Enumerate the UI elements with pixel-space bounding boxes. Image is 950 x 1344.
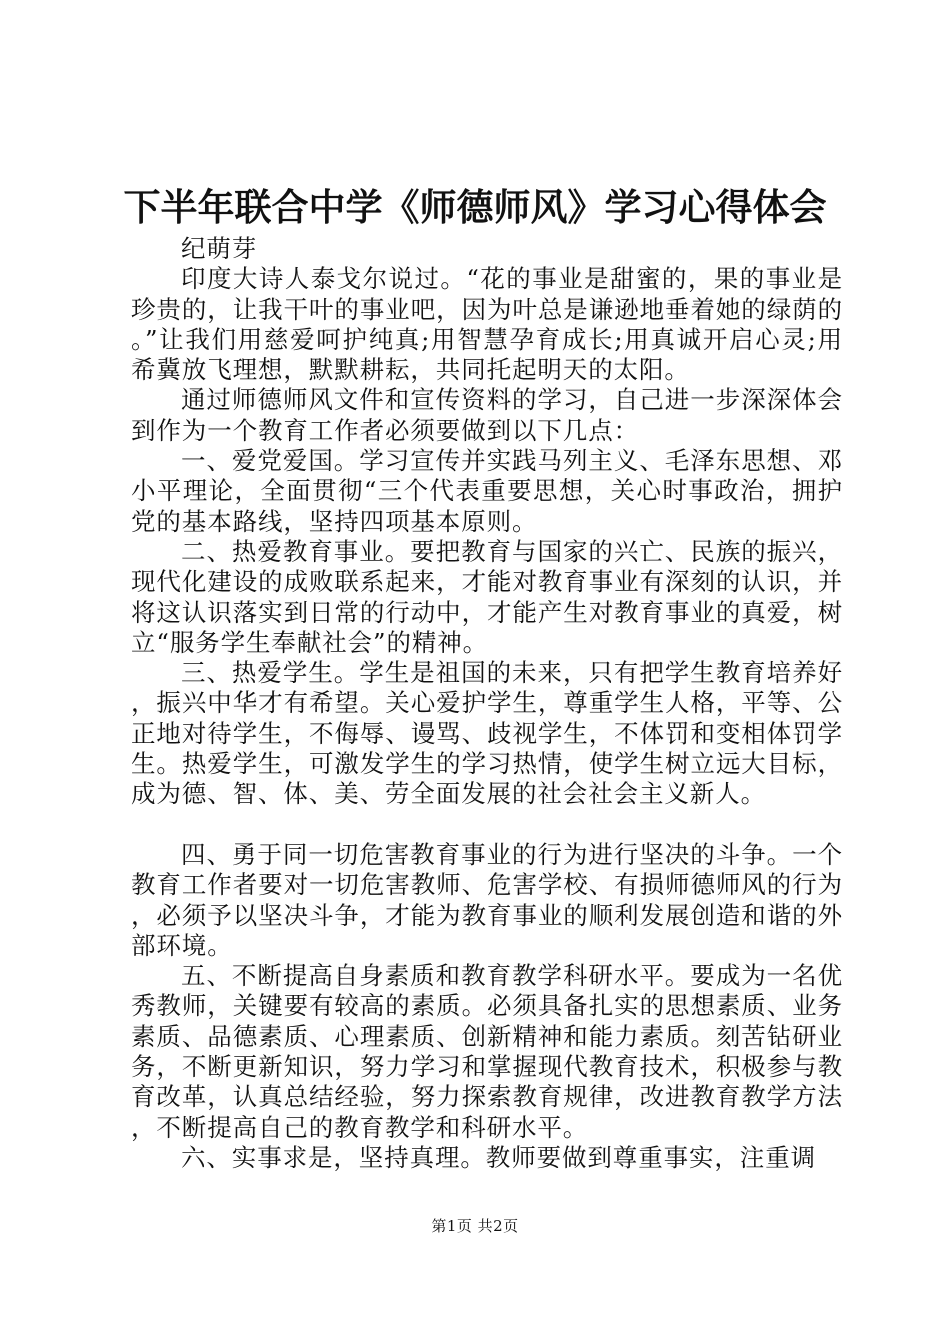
paragraph-study-summary: 通过师德师风文件和宣传资料的学习，自己进一步深深体会到作为一个教育工作者必须要做到以下几点： (131, 385, 843, 445)
author-name: 纪萌芽 (181, 234, 258, 263)
paragraph-point-3: 三、热爱学生。学生是祖国的未来，只有把学生教育培养好，振兴中华才有希望。关心爱护学生，尊重学生人格，平等、公正地对待学生，不侮辱、谩骂、歧视学生，不体罚和变相体罚学生。热爱学生，可激发学生的学习热情，使学生树立远大目标，成为德、智、体、美、劳全面发展的社会社会主义新人。 (131, 658, 843, 809)
paragraph-spacer (131, 810, 843, 840)
paragraph-point-5: 五、不断提高自身素质和教育教学科研水平。要成为一名优秀教师，关键要有较高的素质。必须具备扎实的思想素质、业务素质、品德素质、心理素质、创新精神和能力素质。刻苦钻研业务，不断更新知识，努力学习和掌握现代教育技术，积极参与教育改革，认真总结经验，努力探索教育规律，改进教育教学方法，不断提高自己的教育教学和科研水平。 (131, 961, 843, 1142)
paragraph-point-1: 一、爱党爱国。学习宣传并实践马列主义、毛泽东思想、邓小平理论，全面贯彻“三个代表重要思想，关心时事政治，拥护党的基本路线，坚持四项基本原则。 (131, 446, 843, 536)
paragraph-point-4: 四、勇于同一切危害教育事业的行为进行坚决的斗争。一个教育工作者要对一切危害教师、危害学校、有损师德师风的行为，必须予以坚决斗争，才能为教育事业的顺利发展创造和谐的外部环境。 (131, 839, 843, 960)
page-footer: 第1页 共2页 (431, 1217, 519, 1235)
document-body (131, 234, 843, 1173)
paragraph-point-2: 二、热爱教育事业。要把教育与国家的兴亡、民族的振兴，现代化建设的成败联系起来，才能对教育事业有深刻的认识，并将这认识落实到日常的行动中，才能产生对教育事业的真爱，树立“服务学生奉献社会”的精神。 (131, 536, 843, 657)
paragraph-point-6: 六、实事求是，坚持真理。教师要做到尊重事实，注重调 (181, 1142, 816, 1172)
document-title: 下半年联合中学《师德师风》学习心得体会 (123, 185, 827, 229)
paragraph-intro-quote: 印度大诗人泰戈尔说过。“花的事业是甜蜜的，果的事业是珍贵的，让我干叶的事业吧，因为叶总是谦逊地垂着她的绿荫的。”让我们用慈爱呵护纯真;用智慧孕育成长;用真诚开启心灵;用希冀放飞理想，默默耕耘，共同托起明天的太阳。 (131, 264, 843, 385)
